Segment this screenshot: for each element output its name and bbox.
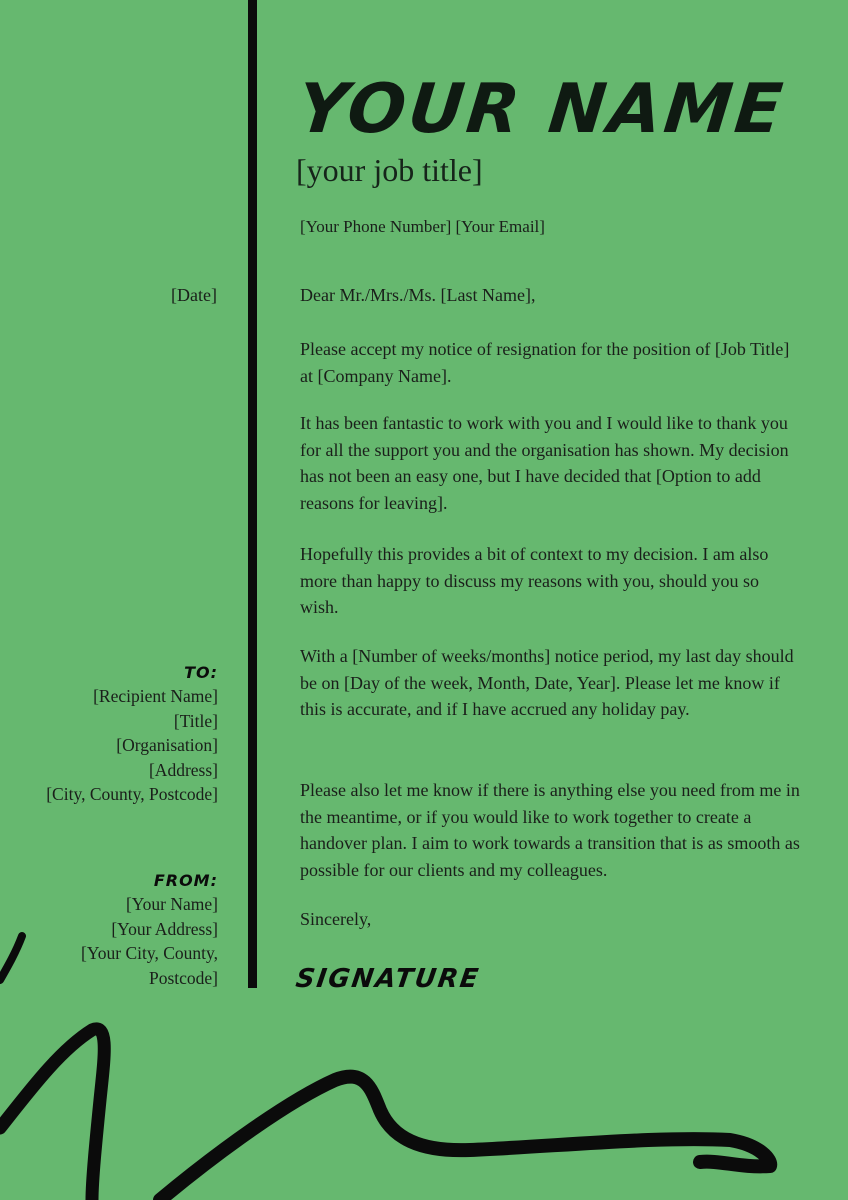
paragraph-context: Hopefully this provides a bit of context to my decision. I am also more than happy to discuss my reasons with you, should you so wish.	[300, 544, 769, 618]
recipient-block	[8, 662, 218, 807]
paragraph-notice: Please accept my notice of resignation for the position of [Job Title] at [Company Name].	[300, 339, 790, 386]
closing: Sincerely,	[300, 909, 372, 929]
sender-line: Postcode]	[148, 967, 218, 988]
recipient-label: TO:	[184, 663, 218, 682]
recipient-line: [City, County, Postcode]	[46, 784, 218, 805]
recipient-line: [Title]	[173, 710, 218, 731]
sender-line: [Your Name]	[125, 894, 218, 914]
recipient-line: [Organisation]	[116, 735, 218, 756]
sender-line: [Your Address]	[111, 918, 218, 939]
paragraph-handover: Please also let me know if there is anything else you need from me in the meantime, or if you would like to work together to create a handover plan. I aim to work towards a transition that is as smooth as possible for our clients and my colleagues.	[300, 780, 800, 881]
signature: SIGNATURE	[293, 964, 482, 994]
recipient-line: [Recipient Name]	[93, 686, 218, 706]
sender-line: [Your City, County,	[81, 943, 218, 964]
letter-date: [Date]	[171, 285, 217, 305]
paragraph-notice-period: With a [Number of weeks/months] notice period, my last day should be on [Day of the week, Month, Date, Year]. Please let me know if this is accurate, and if I have accrued any holiday pay.	[300, 646, 794, 720]
applicant-name: YOUR NAME	[293, 70, 789, 149]
contact-line: [Your Phone Number] [Your Email]	[300, 217, 545, 236]
vertical-divider	[248, 0, 257, 988]
recipient-line: [Address]	[148, 759, 218, 780]
paragraph-thanks: It has been fantastic to work with you and I would like to thank you for all the support you and the organisation has shown. My decision has not been an easy one, but I have decided that [Option to add reasons for leaving].	[300, 413, 789, 514]
sender-label: FROM:	[153, 871, 218, 890]
salutation: Dear Mr./Mrs./Ms. [Last Name],	[300, 285, 536, 305]
sender-block	[8, 870, 218, 990]
job-title: [your job title]	[296, 152, 483, 188]
